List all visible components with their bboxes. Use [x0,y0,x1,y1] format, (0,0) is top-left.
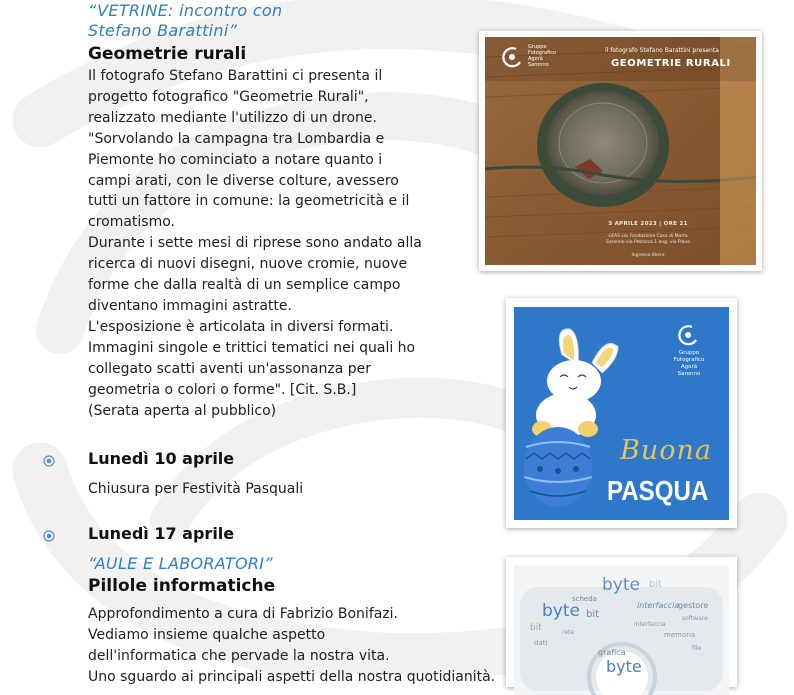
poster-logo-text [663,350,715,378]
wordcloud-word: gestore [678,601,709,610]
body-line: Vediamo insieme qualche aspetto [88,626,326,643]
wordcloud-word: rete [562,629,575,636]
venue-line: Saronno via Petrarca 1 ang. via Piave [606,240,690,245]
body-line: dell'informatica che pervade la nostra vita. [88,647,390,664]
section1-body [88,66,422,421]
section3-date: Lunedì 17 aprile [88,524,235,543]
poster-buona-pasqua [506,298,737,528]
section2-text: Chiusura per Festività Pasquali [88,481,304,497]
body-line: (Serata aperta al pubblico) [88,402,277,419]
logo-line: Saronno [528,62,549,68]
body-line: Immagini singole e trittici tematici nei quali ho [88,339,416,356]
body-line: Uno sguardo ai principali aspetti della nostra quotidianità. [88,668,496,685]
section3-body [88,604,495,688]
poster-logo-text [528,44,556,68]
bullet-icon [43,455,55,467]
poster-buona-text: Buona [620,435,712,466]
logo-line: Fotografico [528,50,557,56]
body-line: campi arati, con le diverse colture, avessero [88,172,399,189]
body-line: progetto fotografico "Geometrie Rurali", [88,88,369,105]
wordcloud-image [514,565,729,695]
poster-date: 3 APRILE 2023 | ORE 21 [608,221,688,227]
wordcloud-word: interfaccia [637,601,680,610]
body-line: collegato scatti aventi un'assonanza per [88,360,371,377]
logo-line: Saronno [677,371,701,377]
body-line: Piemonte ho cominciato a notare quanto i [88,151,383,168]
poster-entry: Ingresso libero [631,253,665,258]
wordcloud-word: grafica [598,648,626,657]
wordcloud-word: bit [649,579,663,590]
body-line: geometria o colori o forme". [Cit. S.B.] [88,381,357,398]
wordcloud-word: file [692,645,702,652]
bullet-icon [43,530,55,542]
wordcloud-word: scheda [572,595,597,603]
body-line: Approfondimento a cura di Fabrizio Bonifazi. [88,606,399,622]
logo-line: Fotografico [673,357,705,363]
wordcloud-word: software [682,615,708,622]
body-line: tutti un fattore in comune: la geometricità e il [88,193,410,210]
wordcloud-word: interfaccia [634,621,666,628]
logo-line: Gruppo [678,350,700,356]
body-line: L'esposizione è articolata in diversi formati. [88,318,394,335]
body-line: "Sorvolando la campagna tra Lombardia e [88,130,385,147]
logo-line: Gruppo [528,44,547,50]
section2-date: Lunedì 10 aprile [88,449,235,468]
wordcloud-word: bit [530,623,542,633]
body-line: realizzato mediante l'utilizzo di un drone. [88,109,377,126]
poster-venue [563,234,733,246]
body-line: Il fotografo Stefano Barattini ci presenta il [88,68,383,84]
wordcloud-word: byte [602,575,640,595]
logo-line: Agorà [680,364,698,370]
section3-title: Pillole informatiche [88,576,276,596]
poster-pasqua-text: PASQUA [607,475,709,506]
wordcloud-word: dati [534,639,548,647]
venue-line: GFAS c/o Fondazione Casa di Marta [608,234,688,239]
poster-presenter: il fotografo Stefano Barattini presenta [605,47,719,54]
section3-subtitle: “AULE E LABORATORI” [88,554,273,573]
body-line: cromatismo. [88,214,176,231]
wordcloud-word: memoria [664,631,696,639]
logo-line: Agorà [528,56,543,62]
body-line: ricerca di nuovi disegni, nuove cromie, nuove [88,256,408,273]
section1-subtitle-line2: Stefano Barattini” [88,21,238,40]
poster-image [485,37,756,265]
section1-subtitle-line1: “VETRINE: incontro con [88,1,283,20]
body-line: Durante i sette mesi di riprese sono andato alla [88,235,422,252]
logo-icon [498,46,526,68]
poster-pillole-informatiche [506,557,737,687]
aerial-field-image [485,37,756,265]
body-line: diventano immagini astratte. [88,297,292,314]
wordcloud-word: bit [586,609,600,620]
poster-geometrie-rurali [479,31,762,271]
wordcloud-word: byte [606,657,642,676]
poster-image [514,307,729,520]
wordcloud-word: byte [542,601,580,621]
section1-title: Geometrie rurali [88,44,247,64]
poster-title: GEOMETRIE RURALI [611,58,731,69]
body-line: forme che dalla realtà di un semplice campo [88,277,401,294]
